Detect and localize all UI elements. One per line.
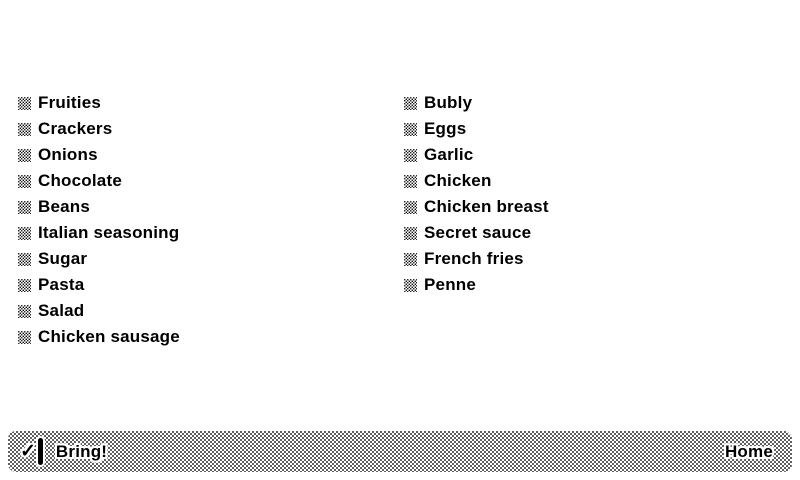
list-item[interactable] bbox=[18, 246, 180, 272]
list-item[interactable] bbox=[18, 116, 180, 142]
list-item[interactable] bbox=[18, 90, 180, 116]
list-item[interactable] bbox=[404, 168, 549, 194]
item-label: Bubly bbox=[424, 93, 473, 112]
item-bullet-icon bbox=[18, 331, 31, 344]
item-bullet-icon bbox=[18, 201, 31, 214]
item-label: Onions bbox=[38, 145, 98, 164]
item-label: Chicken sausage bbox=[38, 327, 180, 346]
item-bullet-icon bbox=[18, 97, 31, 110]
item-label: Salad bbox=[38, 301, 85, 320]
list-item[interactable] bbox=[404, 246, 549, 272]
list-name-label: Bring! bbox=[55, 442, 108, 461]
item-bullet-icon bbox=[404, 253, 417, 266]
item-label: Chocolate bbox=[38, 171, 122, 190]
item-bullet-icon bbox=[404, 149, 417, 162]
list-item[interactable] bbox=[18, 298, 180, 324]
list-item[interactable] bbox=[404, 194, 549, 220]
checkmark-icon: ✓ bbox=[20, 441, 36, 462]
item-label: Garlic bbox=[424, 145, 474, 164]
item-bullet-icon bbox=[18, 149, 31, 162]
list-column-left bbox=[18, 90, 180, 350]
item-label: French fries bbox=[424, 249, 524, 268]
list-item[interactable] bbox=[404, 116, 549, 142]
item-bullet-icon bbox=[18, 279, 31, 292]
item-bullet-icon bbox=[404, 279, 417, 292]
item-bullet-icon bbox=[404, 227, 417, 240]
item-label: Penne bbox=[424, 275, 477, 294]
list-item[interactable] bbox=[404, 90, 549, 116]
footer-bar bbox=[8, 431, 792, 472]
list-item[interactable] bbox=[404, 272, 549, 298]
list-item[interactable] bbox=[18, 194, 180, 220]
item-bullet-icon bbox=[404, 175, 417, 188]
item-bullet-icon bbox=[18, 227, 31, 240]
item-label: Eggs bbox=[424, 119, 467, 138]
item-label: Chicken breast bbox=[424, 197, 549, 216]
list-item[interactable] bbox=[18, 142, 180, 168]
list-item[interactable] bbox=[18, 272, 180, 298]
list-item[interactable] bbox=[18, 220, 180, 246]
item-bullet-icon bbox=[18, 253, 31, 266]
item-label: Crackers bbox=[38, 119, 113, 138]
list-item[interactable] bbox=[18, 324, 180, 350]
item-bullet-icon bbox=[18, 123, 31, 136]
item-label: Beans bbox=[38, 197, 91, 216]
item-label: Fruities bbox=[38, 93, 102, 112]
home-label[interactable]: Home bbox=[724, 442, 773, 461]
list-item[interactable] bbox=[404, 142, 549, 168]
item-bullet-icon bbox=[404, 97, 417, 110]
list-item[interactable] bbox=[404, 220, 549, 246]
item-bullet-icon bbox=[404, 123, 417, 136]
list-column-right bbox=[404, 90, 549, 298]
item-bullet-icon bbox=[18, 305, 31, 318]
item-label: Pasta bbox=[38, 275, 85, 294]
text-cursor-icon bbox=[38, 438, 43, 465]
item-label: Chicken bbox=[424, 171, 492, 190]
footer-left bbox=[20, 438, 107, 465]
item-bullet-icon bbox=[18, 175, 31, 188]
item-label: Sugar bbox=[38, 249, 88, 268]
item-bullet-icon bbox=[404, 201, 417, 214]
item-label: Secret sauce bbox=[424, 223, 532, 242]
list-item[interactable] bbox=[18, 168, 180, 194]
item-label: Italian seasoning bbox=[38, 223, 180, 242]
